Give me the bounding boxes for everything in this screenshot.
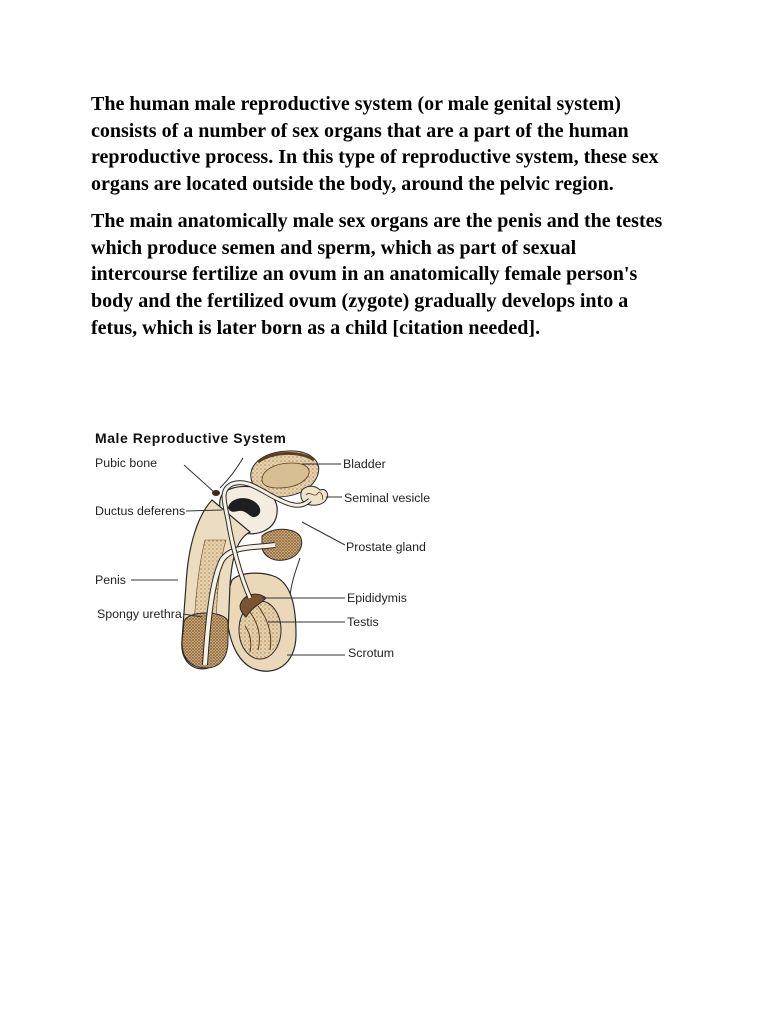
paragraph-line: body and the fertilized ovum (zygote) gradually develops into a (91, 289, 629, 312)
label-testis: Testis (347, 615, 379, 629)
label-pubic-bone: Pubic bone (95, 456, 158, 470)
body-text (91, 91, 691, 351)
leader-line-pubic-bone (184, 465, 214, 492)
label-seminal-vesicle: Seminal vesicle (344, 491, 431, 505)
paragraph-intro (91, 91, 691, 198)
label-spongy-urethra: Spongy urethra (97, 607, 182, 621)
anatomy-diagram (88, 425, 438, 675)
label-epididymis: Epididymis (347, 591, 407, 605)
paragraph-line: which produce semen and sperm, which as part of sexual (91, 236, 577, 259)
label-bladder: Bladder (343, 457, 386, 471)
paragraph-line: consists of a number of sex organs that are a part of the human (91, 119, 629, 142)
paragraph-line: organs are located outside the body, around the pelvic region. (91, 173, 614, 196)
label-ductus-deferens: Ductus deferens (95, 504, 186, 518)
paragraph-line: reproductive process. In this type of reproductive system, these sex (91, 146, 659, 169)
paragraph-organs (91, 208, 691, 342)
paragraph-line: fetus, which is later born as a child [citation needed]. (91, 316, 541, 339)
paragraph-line: The human male reproductive system (or male genital system) (91, 93, 621, 115)
body-outline-right (290, 558, 300, 595)
paragraph-line: The main anatomically male sex organs are the penis and the testes (91, 209, 663, 232)
leader-line-prostate-gland (302, 522, 345, 545)
label-scrotum: Scrotum (348, 646, 395, 660)
paragraph-line: intercourse fertilize an ovum in an anatomically female person's (91, 263, 638, 286)
label-prostate-gland: Prostate gland (346, 540, 426, 554)
label-penis: Penis (95, 573, 126, 587)
diagram-title: Male Reproductive System (95, 430, 287, 446)
